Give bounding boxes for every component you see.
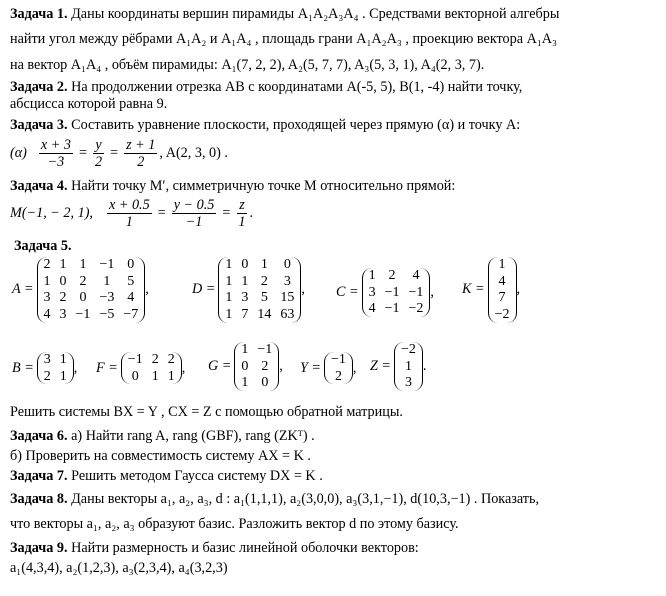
matrix-z-cell: 1 <box>404 358 412 374</box>
task2-line2: абсцисса которой равна 9. <box>10 96 168 112</box>
matrix-k-block: K = 1 4 7 −2 , <box>462 257 521 323</box>
matrix-a-cell: 2 <box>79 273 87 289</box>
frac-y: $\frac{y - 0.5}{-1}$ <box>173 197 215 231</box>
task9-line1: Задача 9. Найти размерность и базис линейной оболочки векторов: <box>10 540 419 556</box>
task1-line2: найти угол между рёбрами A₁A₂ и A₁A₄ , площадь грани A₁A₂A₃ , проекцию вектора A₁A₃ <box>10 31 557 47</box>
matrix-d-cell: 3 <box>283 273 291 289</box>
matrix-d-cell: 1 <box>241 273 249 289</box>
task7-line1: Задача 7. Решить методом Гаусса систему DX = K . <box>10 468 323 484</box>
task8-line2: что векторы a₁, a₂, a₃ образуют базис. Разложить вектор d по этому базису. <box>10 516 459 532</box>
matrix-a <box>37 257 146 323</box>
matrix-k-cell: 1 <box>498 257 506 272</box>
matrix-a-cell: −1 <box>75 307 91 323</box>
task5-title: Задача 5. <box>14 238 72 254</box>
matrix-a-cell: 1 <box>103 273 111 289</box>
matrix-c-cell: −1 <box>408 284 424 300</box>
matrix-d-cell: 5 <box>260 290 268 306</box>
matrix-f <box>121 352 182 384</box>
matrix-y <box>324 352 353 384</box>
matrix-a-block: A = 2 1 1 −1 0 1 0 2 1 5 3 2 0 −3 4 4 3 −1 −5 −7 , <box>12 257 149 323</box>
matrix-d-cell: 1 <box>225 257 233 272</box>
task4-line1: Задача 4. Найти точку M′, симметричную точке M относительно прямой: <box>10 178 456 194</box>
matrix-f-block: F = −1 2 2 0 1 1 , <box>96 352 186 384</box>
matrix-b-cell: 3 <box>43 352 51 367</box>
matrix-c-cell: −2 <box>408 301 424 317</box>
matrix-z-cell: −2 <box>401 342 416 357</box>
matrix-a-cell: 4 <box>43 307 51 323</box>
matrix-a-cell: 1 <box>43 273 51 289</box>
matrix-d <box>218 257 301 323</box>
task1-line3: на вектор A₁A₄ , объём пирамиды: A₁(7, 2, 2), A₂(5, 7, 7), A₃(5, 3, 1), A₄(2, 3, 7). <box>10 57 485 73</box>
matrix-d-cell: 3 <box>241 290 249 306</box>
matrix-c-cell: 4 <box>368 301 376 317</box>
matrix-a-cell: −7 <box>123 307 139 323</box>
matrix-f-cell: −1 <box>127 352 143 367</box>
frac-z: $\frac{z}{1}$ <box>238 197 246 231</box>
task8-line1: Задача 8. Даны векторы a₁, a₂, a₃, d : a₁(1,1,1), a₂(3,0,0), a₃(3,1,−1), d(10,3,−1) . Показать, <box>10 491 540 507</box>
matrix-c <box>362 268 431 317</box>
task9-line2: a₁(4,3,4), a₂(1,2,3), a₃(2,3,4), a₄(3,2,3) <box>10 560 228 576</box>
matrix-c-cell: 1 <box>368 268 376 283</box>
matrix-g-cell: 2 <box>261 358 269 374</box>
matrix-z-cell: 3 <box>404 375 412 391</box>
matrix-d-cell: 0 <box>241 257 249 272</box>
matrix-a-cell: 0 <box>59 273 67 289</box>
matrix-g-cell: 0 <box>241 358 249 374</box>
frac-z: $\frac{z + 1}{2}$ <box>126 137 156 171</box>
matrix-a-cell: 3 <box>43 290 51 306</box>
matrix-b <box>37 352 74 384</box>
matrix-a-cell: −1 <box>99 257 115 272</box>
matrix-a-cell: 2 <box>43 257 51 272</box>
matrix-a-cell: −5 <box>99 307 115 323</box>
matrix-f-cell: 1 <box>167 368 175 384</box>
matrix-c-block: C = 1 2 4 3 −1 −1 4 −1 −2 , <box>336 268 434 317</box>
matrix-a-cell: 1 <box>59 257 67 272</box>
matrix-a-cell: −3 <box>99 290 115 306</box>
matrix-z <box>394 342 423 391</box>
matrix-y-cell: −1 <box>331 352 346 367</box>
matrix-k <box>488 257 517 323</box>
matrix-k-cell: 7 <box>498 290 506 306</box>
matrix-a-cell: 0 <box>127 257 135 272</box>
matrix-f-cell: 1 <box>151 368 159 384</box>
matrix-f-cell: 0 <box>131 368 139 384</box>
task3-line1: Задача 3. Составить уравнение плоскости, проходящей через прямую (α) и точку А: <box>10 117 521 133</box>
matrix-d-cell: 1 <box>225 307 233 323</box>
matrix-c-cell: −1 <box>384 301 400 317</box>
matrix-a-cell: 3 <box>59 307 67 323</box>
matrix-a-cell: 5 <box>127 273 135 289</box>
matrix-c-cell: 2 <box>388 268 396 283</box>
matrix-b-cell: 1 <box>59 352 67 367</box>
matrix-k-cell: −2 <box>494 307 510 323</box>
task3-formula: (α) $\frac{x + 3}{-3}$ = $\frac{y}{2}$ = $\frac{z + 1}{2}$ , A(2, 3, 0) . <box>10 137 228 171</box>
matrix-b-cell: 2 <box>43 368 51 384</box>
matrix-d-cell: 7 <box>241 307 249 323</box>
task5-solve: Решить системы BX = Y , CX = Z с помощью обратной матрицы. <box>10 404 403 420</box>
task4-formula: M(−1, − 2, 1), $\frac{x + 0.5}{1}$ = $\frac{y - 0.5}{-1}$ = $\frac{z}{1}$ . <box>10 197 254 231</box>
task1-line1: Задача 1. Даны координаты вершин пирамиды A₁A₂A₃A₄ . Средствами векторной алгебры <box>10 6 560 22</box>
task6-line2: б) Проверить на совместимость систему AX = K . <box>10 448 311 464</box>
matrix-a-cell: 1 <box>79 257 87 272</box>
matrix-g-block: G = 1 −1 0 2 1 0 , <box>208 342 283 391</box>
frac-x: $\frac{x + 3}{-3}$ <box>40 137 71 171</box>
matrix-k-cell: 4 <box>498 273 506 289</box>
matrix-d-cell: 15 <box>280 290 295 306</box>
matrix-d-block: D = 1 0 1 0 1 1 2 3 1 3 5 15 1 7 14 63 , <box>192 257 305 323</box>
frac-y: $\frac{y}{2}$ <box>94 137 103 171</box>
matrix-b-cell: 1 <box>59 368 67 384</box>
matrix-d-cell: 1 <box>225 290 233 306</box>
matrix-y-block: Y = −1 2 , <box>300 352 357 384</box>
matrix-g-cell: 0 <box>261 375 269 391</box>
matrix-c-cell: 3 <box>368 284 376 300</box>
matrix-y-cell: 2 <box>334 368 342 384</box>
task6-line1: Задача 6. а) Найти rang A, rang (GBF), rang (ZKᵀ) . <box>10 428 315 444</box>
matrix-b-block: B = 3 1 2 1 , <box>12 352 78 384</box>
matrix-d-cell: 63 <box>280 307 295 323</box>
point-m: M(−1, − 2, 1), <box>10 205 93 222</box>
matrix-a-cell: 0 <box>79 290 87 306</box>
matrix-f-cell: 2 <box>151 352 159 367</box>
matrix-g-cell: −1 <box>257 342 273 357</box>
matrix-g-cell: 1 <box>241 375 249 391</box>
matrix-z-block: Z = −2 1 3 . <box>370 342 427 391</box>
matrix-d-cell: 1 <box>225 273 233 289</box>
matrix-f-cell: 2 <box>167 352 175 367</box>
matrix-a-cell: 4 <box>127 290 135 306</box>
matrix-d-cell: 14 <box>257 307 272 323</box>
task2-line1: Задача 2. На продолжении отрезка АВ с координатами А(-5, 5), В(1, -4) найти точку, <box>10 79 523 95</box>
matrix-c-cell: 4 <box>412 268 420 283</box>
matrix-d-cell: 1 <box>260 257 268 272</box>
frac-x: $\frac{x + 0.5}{1}$ <box>108 197 150 231</box>
matrix-g <box>234 342 279 391</box>
matrix-d-cell: 0 <box>283 257 291 272</box>
alpha-label: (α) <box>10 145 27 162</box>
matrix-a-cell: 2 <box>59 290 67 306</box>
task3-tail: , A(2, 3, 0) . <box>159 145 228 162</box>
matrix-g-cell: 1 <box>241 342 249 357</box>
matrix-c-cell: −1 <box>384 284 400 300</box>
matrix-d-cell: 2 <box>260 273 268 289</box>
